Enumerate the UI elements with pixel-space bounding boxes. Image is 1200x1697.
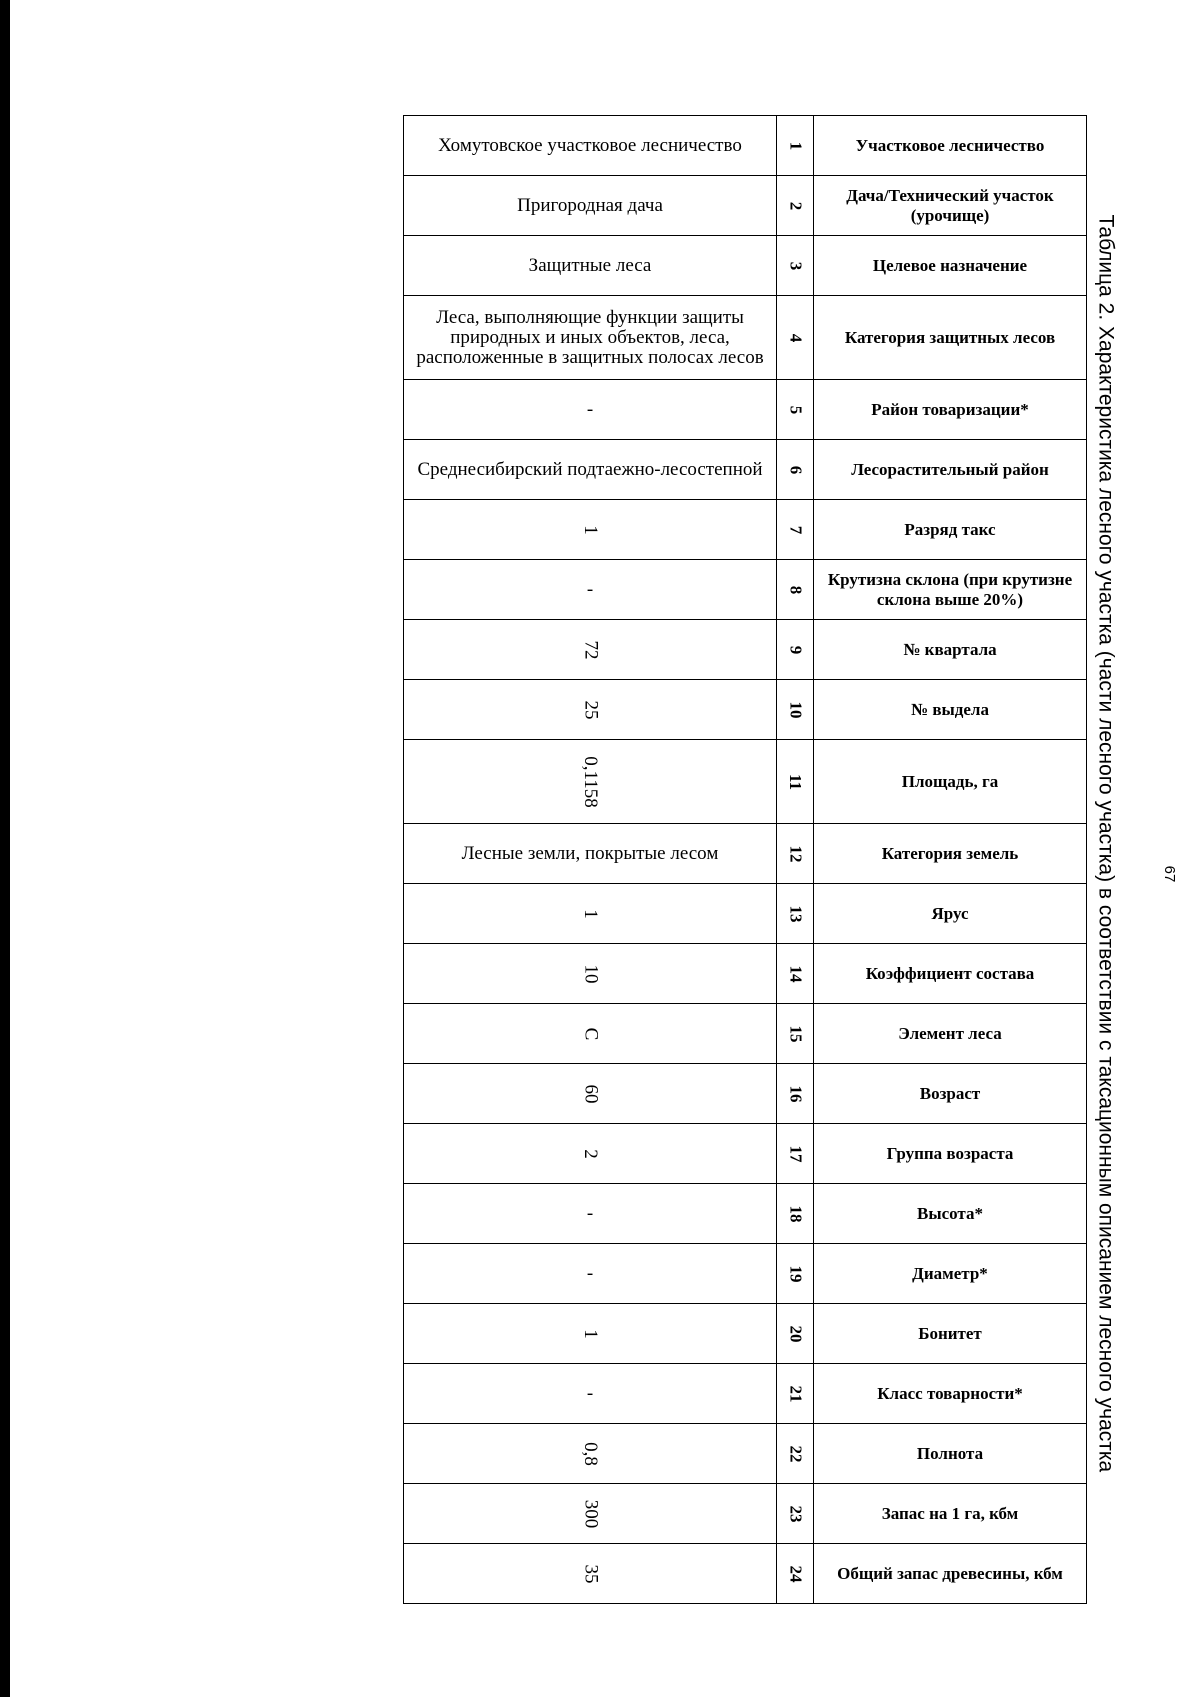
row-label: № квартала: [903, 639, 997, 659]
row-label: Ярус: [931, 903, 969, 923]
row-label: Участковое лесничество: [855, 135, 1045, 155]
row-value-cell: [404, 740, 777, 824]
row-value-cell: [404, 1304, 777, 1364]
table-row: [404, 116, 1087, 176]
table-row: [404, 1244, 1087, 1304]
row-label-cell: [814, 176, 1087, 236]
row-number-cell: [777, 824, 814, 884]
row-label: Категория земель: [881, 843, 1019, 863]
row-label-cell: [814, 1304, 1087, 1364]
row-value-cell: [404, 824, 777, 884]
row-number-cell: [777, 176, 814, 236]
row-number-cell: [777, 1424, 814, 1484]
row-value-cell: [404, 1184, 777, 1244]
row-label: Категория защитных лесов: [844, 327, 1056, 347]
row-value: 1: [580, 1328, 601, 1339]
row-value-cell: [404, 1484, 777, 1544]
row-value: 0,1158: [579, 755, 601, 808]
row-label: Общий запас древесины, кбм: [837, 1563, 1063, 1583]
row-label: Разряд такс: [904, 519, 996, 539]
row-number: 23: [786, 1505, 805, 1522]
row-label: Диаметр*: [912, 1263, 988, 1283]
row-label: Возраст: [919, 1083, 981, 1103]
row-number-cell: [777, 884, 814, 944]
row-value: 60: [580, 1084, 601, 1103]
row-label: Площадь, га: [901, 771, 999, 791]
row-number: 14: [786, 965, 805, 982]
row-label-cell: [814, 740, 1087, 824]
row-number-cell: [777, 1184, 814, 1244]
table-row: [404, 944, 1087, 1004]
row-value-cell: [404, 236, 777, 296]
row-number-cell: [777, 1124, 814, 1184]
row-label-cell: [814, 500, 1087, 560]
row-value: -: [586, 1382, 594, 1404]
row-value-cell: [404, 620, 777, 680]
row-label-cell: [814, 620, 1087, 680]
row-number: 4: [786, 333, 805, 342]
row-label: Целевое назначение: [872, 255, 1028, 275]
row-label-cell: [814, 680, 1087, 740]
row-label: № выдела: [911, 699, 989, 719]
table-row: [404, 680, 1087, 740]
row-value: 35: [580, 1564, 601, 1583]
row-label: Бонитет: [918, 1323, 982, 1343]
row-value-cell: [404, 116, 777, 176]
forest-plot-table-body: [404, 116, 1087, 1604]
row-number-cell: [777, 296, 814, 380]
row-value-cell: [404, 1424, 777, 1484]
row-value: 0,8: [580, 1441, 601, 1466]
row-value: 72: [580, 640, 601, 659]
row-value-cell: [404, 680, 777, 740]
row-number: 5: [786, 405, 805, 414]
row-number-cell: [777, 1544, 814, 1604]
row-label-cell: [814, 824, 1087, 884]
row-number-cell: [777, 500, 814, 560]
row-label-cell: [814, 1184, 1087, 1244]
row-number: 8: [786, 585, 805, 594]
row-value: 25: [580, 700, 601, 719]
row-number: 20: [786, 1325, 805, 1342]
row-value-cell: [404, 884, 777, 944]
row-label-cell: [814, 560, 1087, 620]
row-value-cell: [404, 500, 777, 560]
table-row: [404, 296, 1087, 380]
row-number: 3: [786, 261, 805, 270]
row-number-cell: [777, 380, 814, 440]
row-label-cell: [814, 884, 1087, 944]
row-value-cell: [404, 944, 777, 1004]
table-row: [404, 1304, 1087, 1364]
table-caption-container: [1090, 215, 1120, 1540]
row-number: 19: [786, 1265, 805, 1282]
row-number-cell: [777, 236, 814, 296]
table-row: [404, 440, 1087, 500]
row-number-cell: [777, 116, 814, 176]
table-caption: Таблица 2. Характеристика лесного участка (части лесного участка) в соответствии с таксационным описанием лесного участка: [1094, 214, 1118, 1473]
row-value: 10: [580, 964, 601, 983]
row-value: Среднесибирский подтаежно-лесостепной: [417, 458, 763, 480]
row-value-cell: [404, 560, 777, 620]
row-value-cell: [404, 1004, 777, 1064]
row-number: 11: [786, 773, 805, 790]
row-number-cell: [777, 1304, 814, 1364]
row-label-cell: [814, 1124, 1087, 1184]
row-value: Защитные леса: [528, 254, 652, 276]
row-number: 7: [786, 525, 805, 534]
table-row: [404, 884, 1087, 944]
row-label-cell: [814, 1484, 1087, 1544]
table-row: [404, 740, 1087, 824]
row-value: -: [586, 578, 594, 600]
table-row: [404, 236, 1087, 296]
table-row: [404, 500, 1087, 560]
row-value: Леса, выполняющие функции защиты природных и иных объектов, леса, расположенные в защитных полосах лесов: [416, 306, 764, 368]
row-label-cell: [814, 1364, 1087, 1424]
row-label-cell: [814, 1244, 1087, 1304]
forest-plot-table: [403, 115, 1087, 1604]
row-label-cell: [814, 1064, 1087, 1124]
row-label: Класс товарности*: [877, 1383, 1023, 1403]
row-number: 13: [786, 905, 805, 922]
row-number: 1: [786, 141, 805, 150]
row-label-cell: [814, 1004, 1087, 1064]
table-row: [404, 1364, 1087, 1424]
row-label-cell: [814, 236, 1087, 296]
row-value-cell: [404, 1064, 777, 1124]
table-row: [404, 1424, 1087, 1484]
row-label-cell: [814, 1544, 1087, 1604]
row-label: Район товаризации*: [871, 399, 1029, 419]
row-number: 9: [786, 645, 805, 654]
row-label-cell: [814, 116, 1087, 176]
row-label-cell: [814, 380, 1087, 440]
row-number: 22: [786, 1445, 805, 1462]
row-value: Хомутовское участковое лесничество: [438, 134, 742, 156]
row-number-cell: [777, 1364, 814, 1424]
page-number: 67: [1161, 865, 1179, 883]
row-value: 300: [580, 1499, 601, 1528]
table-row: [404, 1124, 1087, 1184]
row-label: Коэффициент состава: [865, 963, 1035, 983]
row-number-cell: [777, 440, 814, 500]
row-label-cell: [814, 1424, 1087, 1484]
row-label: Лесорастительный район: [851, 459, 1049, 479]
row-value: 1: [580, 524, 601, 535]
table-row: [404, 560, 1087, 620]
row-value: -: [586, 1262, 594, 1284]
table-row: [404, 1544, 1087, 1604]
row-value-cell: [404, 176, 777, 236]
table-row: [404, 380, 1087, 440]
row-label-cell: [814, 440, 1087, 500]
row-label-cell: [814, 296, 1087, 380]
row-number: 12: [786, 845, 805, 862]
row-number-cell: [777, 1244, 814, 1304]
row-label: Элемент леса: [898, 1023, 1002, 1043]
row-number: 21: [786, 1385, 805, 1402]
row-label: Крутизна склона (при крутизне склона выше 20%): [827, 569, 1073, 609]
row-value-cell: [404, 1244, 777, 1304]
row-number-cell: [777, 620, 814, 680]
table-row: [404, 1484, 1087, 1544]
row-number-cell: [777, 1004, 814, 1064]
row-value-cell: [404, 1544, 777, 1604]
row-number: 15: [786, 1025, 805, 1042]
row-value: Пригородная дача: [517, 194, 663, 216]
row-number: 24: [786, 1565, 805, 1582]
row-value-cell: [404, 1364, 777, 1424]
row-label: Дача/Технический участок (урочище): [846, 185, 1054, 225]
row-label: Запас на 1 га, кбм: [881, 1503, 1019, 1523]
row-value: -: [586, 398, 594, 420]
table-row: [404, 1004, 1087, 1064]
row-value: -: [586, 1202, 594, 1224]
row-value: 1: [580, 908, 601, 919]
row-value: С: [580, 1027, 601, 1040]
table-row: [404, 176, 1087, 236]
row-number-cell: [777, 560, 814, 620]
row-number: 18: [786, 1205, 805, 1222]
row-value-cell: [404, 380, 777, 440]
row-number: 2: [786, 201, 805, 210]
row-label: Высота*: [917, 1203, 983, 1223]
row-number: 16: [786, 1085, 805, 1102]
row-label-cell: [814, 944, 1087, 1004]
row-label: Полнота: [916, 1443, 984, 1463]
row-number: 17: [786, 1145, 805, 1162]
row-number-cell: [777, 740, 814, 824]
row-value-cell: [404, 440, 777, 500]
row-value-cell: [404, 296, 777, 380]
row-number: 6: [786, 465, 805, 474]
table-row: [404, 1064, 1087, 1124]
row-number-cell: [777, 1484, 814, 1544]
row-number-cell: [777, 944, 814, 1004]
table-row: [404, 1184, 1087, 1244]
row-number: 10: [786, 701, 805, 718]
row-label: Группа возраста: [886, 1143, 1014, 1163]
row-number-cell: [777, 680, 814, 740]
row-number-cell: [777, 1064, 814, 1124]
page-edge-bar: [0, 0, 10, 1697]
table-row: [404, 620, 1087, 680]
table-row: [404, 824, 1087, 884]
row-value: 2: [580, 1148, 601, 1159]
row-value: Лесные земли, покрытые лесом: [461, 842, 719, 864]
row-value-cell: [404, 1124, 777, 1184]
